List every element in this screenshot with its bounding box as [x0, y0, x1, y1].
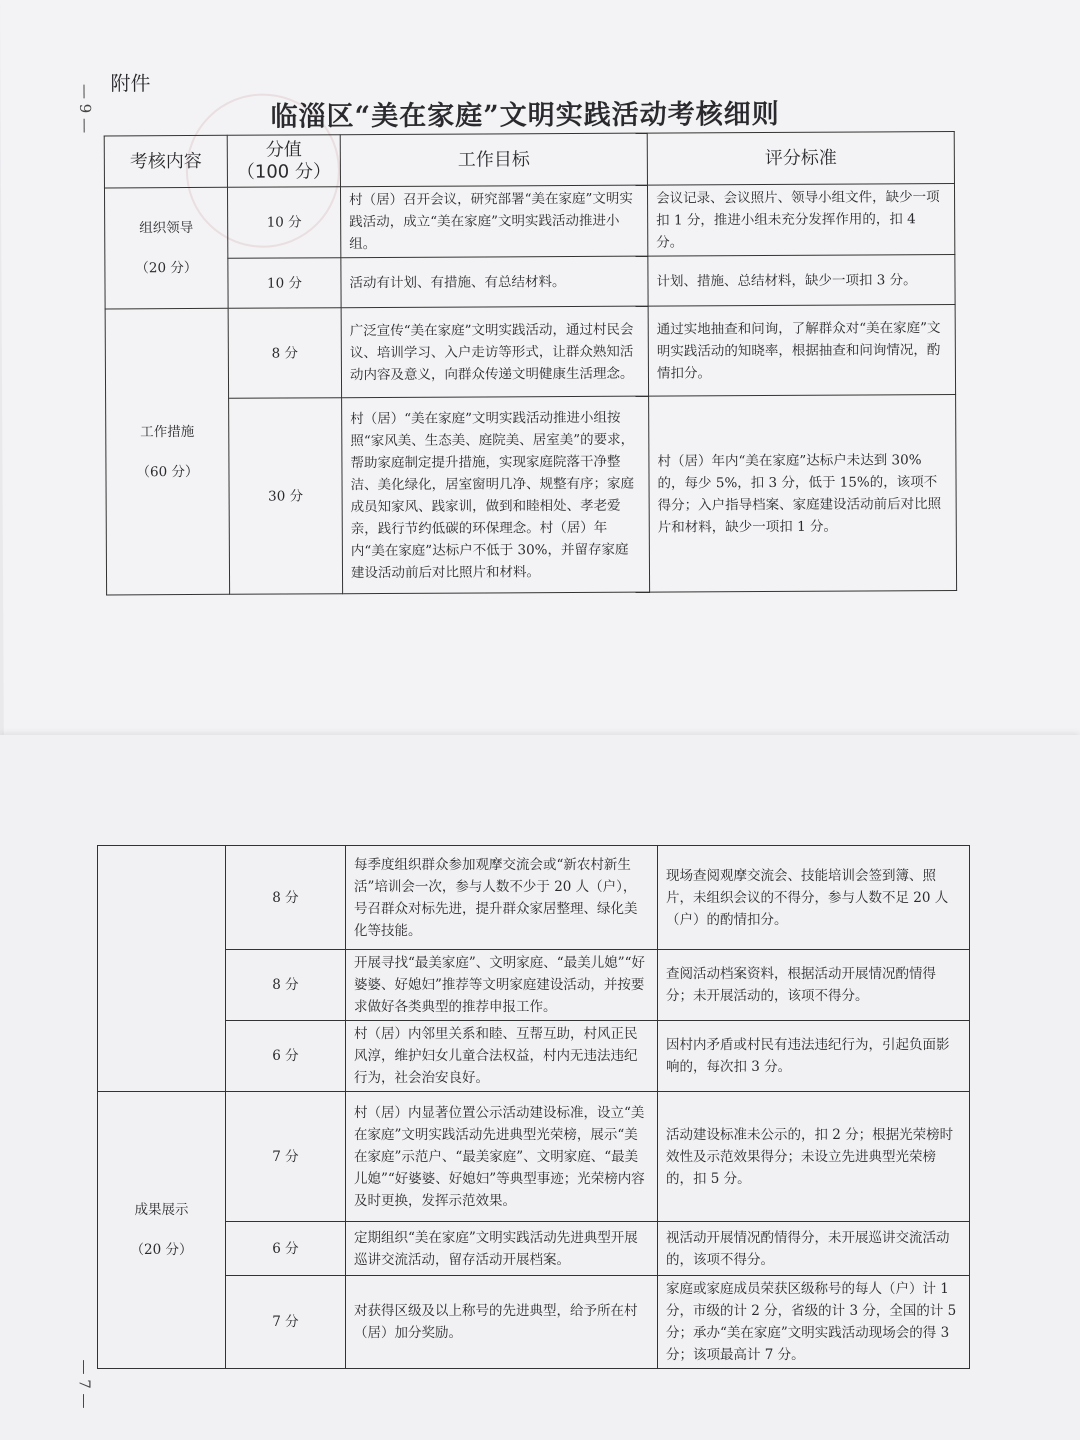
category-cell: [98, 1092, 226, 1369]
criteria-cell: 现场查阅观摩交流会、技能培训会签到簿、照片，未组织会议的不得分，参与人数不足 20 人（户）的酌情扣分。: [658, 846, 970, 950]
score-cell: 8 分: [226, 846, 346, 950]
category-cell: [105, 308, 229, 595]
goal-cell: 村（居）内显著位置公示活动建设标准，设立“美在家庭”文明实践活动先进典型光荣榜，展示“美在家庭”示范户、“最美家庭”、文明家庭、“最美儿媳”“好婆婆、好媳妇”等典型事迹；光荣榜内容及时更换，发挥示范效果。: [346, 1092, 658, 1222]
criteria-cell: 查阅活动档案资料，根据活动开展情况酌情得分；未开展活动的，该项不得分。: [658, 950, 970, 1021]
score-cell: 6 分: [226, 1222, 346, 1276]
table-row: [104, 184, 954, 259]
score-cell: 7 分: [226, 1092, 346, 1222]
assessment-table-part-2: [97, 845, 970, 1369]
category-cell-continued: [98, 846, 226, 1092]
goal-cell: 村（居）内邻里关系和睦、互帮互助，村风正民风淳，维护妇女儿童合法权益，村内无违法违纪行为，社会治安良好。: [346, 1021, 658, 1092]
score-cell: 10 分: [228, 258, 341, 309]
page-number-top: — 9 —: [75, 83, 95, 134]
category-name: 成果展示: [134, 1202, 189, 1218]
page-number-bottom: — 7 —: [75, 1359, 94, 1409]
assessment-table-part-1: [104, 131, 957, 595]
goal-cell: 开展寻找“最美家庭”、文明家庭、“最美儿媳”“好婆婆、好媳妇”推荐等文明家庭建设活动，并按要求做好各类典型的推荐申报工作。: [346, 950, 658, 1021]
criteria-cell: 计划、措施、总结材料，缺少一项扣 3 分。: [648, 255, 955, 307]
goal-cell: 对获得区级及以上称号的先进典型，给予所在村（居）加分奖励。: [346, 1276, 658, 1369]
header-criteria: 评分标准: [647, 132, 954, 186]
document-page-2: [0, 735, 1080, 1440]
score-cell: 8 分: [226, 950, 346, 1021]
category-name: 工作措施: [140, 423, 195, 440]
category-points: （20 分）: [130, 1242, 193, 1258]
header-score: [227, 135, 340, 188]
table-row: [106, 395, 957, 595]
criteria-cell: 活动建设标准未公示的，扣 2 分；根据光荣榜时效性及示范效果得分；未设立先进典型光荣榜的，扣 5 分。: [658, 1092, 970, 1222]
header-score-line2: （100 分）: [236, 160, 331, 183]
table-row: [105, 305, 955, 399]
category-points: （20 分）: [135, 259, 198, 277]
header-goal: 工作目标: [340, 133, 647, 187]
score-cell: 8 分: [228, 308, 341, 399]
goal-cell: 村（居）召开会议，研究部署“美在家庭”文明实践活动，成立“美在家庭”文明实践活动推进小组。: [340, 185, 647, 258]
attachment-label: 附件: [110, 71, 151, 96]
score-cell: 10 分: [227, 187, 340, 259]
table-header-row: [104, 132, 954, 188]
table-row: [98, 950, 970, 1021]
score-cell: 30 分: [229, 398, 343, 595]
goal-cell: 定期组织“美在家庭”文明实践活动先进典型开展巡讲交流活动，留存活动开展档案。: [346, 1222, 658, 1276]
criteria-cell: 通过实地抽查和问询，了解群众对“美在家庭”文明实践活动的知晓率，根据抽查和问询情况，酌情扣分。: [648, 305, 955, 397]
criteria-cell: 家庭或家庭成员荣获区级称号的每人（户）计 1 分，市级的计 2 分，省级的计 3 分，全国的计 5 分；承办“美在家庭”文明实践活动现场会的得 3 分；该项最高计 7 分。: [658, 1276, 970, 1369]
criteria-cell: 因村内矛盾或村民有违法违纪行为，引起负面影响的，每次扣 3 分。: [658, 1021, 970, 1092]
table-row: [98, 1092, 970, 1222]
goal-cell: 活动有计划、有措施、有总结材料。: [341, 256, 648, 308]
score-cell: 7 分: [226, 1276, 346, 1369]
category-points: （60 分）: [136, 463, 199, 480]
header-content: 考核内容: [104, 135, 227, 188]
table-row: [98, 1276, 970, 1369]
criteria-cell: 会议记录、会议照片、领导小组文件，缺少一项扣 1 分，推进小组未充分发挥作用的，扣 4 分。: [647, 184, 954, 257]
goal-cell: 广泛宣传“美在家庭”文明实践活动，通过村民会议、培训学习、入户走访等形式，让群众熟知活动内容及意义，向群众传递文明健康生活理念。: [341, 306, 648, 398]
table-row: [98, 1021, 970, 1092]
criteria-cell: 视活动开展情况酌情得分，未开展巡讲交流活动的，该项不得分。: [658, 1222, 970, 1276]
document-title: 临淄区“美在家庭”文明实践活动考核细则: [270, 98, 780, 133]
table-row: [105, 255, 955, 309]
category-name: 组织领导: [139, 219, 194, 237]
goal-cell: 每季度组织群众参加观摩交流会或“新农村新生活”培训会一次，参与人数不少于 20 人（户），号召群众对标先进，提升群众家居整理、绿化美化等技能。: [346, 846, 658, 950]
table-row: [98, 1222, 970, 1276]
score-cell: 6 分: [226, 1021, 346, 1092]
goal-cell: 村（居）“美在家庭”文明实践活动推进小组按照“家风美、生态美、庭院美、居室美”的要求，帮助家庭制定提升措施，实现家庭院落干净整洁、美化绿化，居室窗明几净、规整有序；家庭成员知家风、践家训，做到和睦相处、孝老爱亲，践行节约低碳的环保理念。村（居）年内“美在家庭”达标户不低于 30%，并留存家庭建设活动前后对比照片和材料。: [342, 396, 650, 594]
table-row: [98, 846, 970, 950]
criteria-cell: 村（居）年内“美在家庭”达标户未达到 30%的，每少 5%，扣 3 分，低于 15%的，该项不得分；入户指导档案、家庭建设活动前后对比照片和材料，缺少一项扣 1 分。: [649, 395, 957, 593]
category-cell: [104, 187, 228, 309]
header-score-line1: 分值: [265, 138, 302, 161]
